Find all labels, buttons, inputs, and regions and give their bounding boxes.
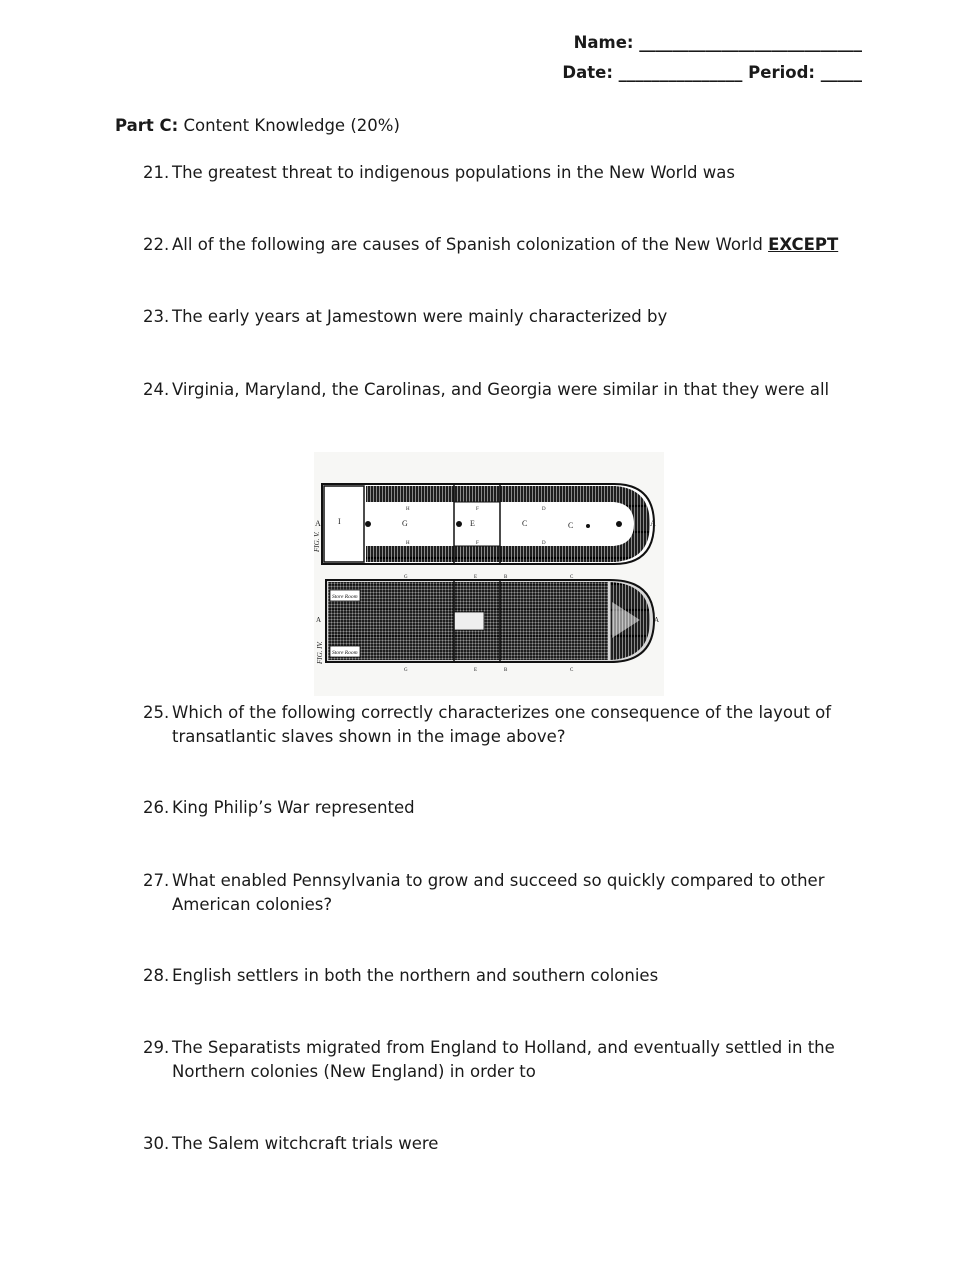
- letter: C: [570, 668, 574, 673]
- letter: B: [504, 575, 508, 580]
- ship-bottom: [326, 580, 654, 662]
- letter: E: [474, 668, 478, 673]
- question-text-wrap: [172, 233, 873, 257]
- ship-top: [322, 484, 654, 564]
- name-label: Name:: [573, 33, 634, 52]
- fig-bottom-label: FIG. IV.: [316, 641, 324, 664]
- question-number: 30.: [143, 1134, 170, 1153]
- question-29: [143, 1036, 873, 1084]
- letter: A: [316, 616, 322, 624]
- question-text: The greatest threat to indigenous populations in the New World was: [172, 163, 735, 182]
- question-number: 24.: [143, 380, 170, 399]
- question-30: [143, 1132, 873, 1156]
- question-26: [143, 796, 873, 820]
- question-22: [143, 233, 873, 257]
- question-number: 21.: [143, 163, 170, 182]
- question-number: 26.: [143, 798, 170, 817]
- store-room-top: Store Room: [332, 594, 358, 600]
- question-number: 27.: [143, 871, 170, 890]
- fig-top-label: FIG. V.: [313, 531, 321, 552]
- question-text: The Salem witchcraft trials were: [172, 1134, 439, 1153]
- question-21: [143, 161, 873, 185]
- question-text: Virginia, Maryland, the Carolinas, and Georgia were similar in that they were all: [172, 380, 830, 399]
- question-number: 25.: [143, 703, 170, 722]
- letter: D: [542, 541, 546, 546]
- question-number: 28.: [143, 966, 170, 985]
- slave-ship-diagram: [314, 452, 664, 696]
- question-28: [143, 964, 873, 988]
- slave-ship-image: [314, 452, 664, 696]
- letter: C: [568, 521, 574, 530]
- date-period-line: [562, 63, 862, 82]
- letter: H: [406, 507, 410, 512]
- period-label: Period:: [748, 63, 815, 82]
- letter: C: [522, 519, 528, 528]
- question-text: King Philip’s War represented: [172, 798, 415, 817]
- letter: F: [476, 541, 479, 546]
- question-number: 23.: [143, 307, 170, 326]
- letter: C: [570, 575, 574, 580]
- part-label: Part C:: [115, 116, 179, 135]
- letter: D: [542, 507, 546, 512]
- question-text: All of the following are causes of Spanish colonization of the New World: [172, 235, 763, 254]
- letter: G: [402, 519, 408, 528]
- letter: I: [338, 517, 341, 526]
- question-text: The Separatists migrated from England to Holland, and eventually settled in the Northern colonies (New England) in order to: [172, 1038, 835, 1081]
- question-number: 29.: [143, 1038, 170, 1057]
- date-blank[interactable]: _______________: [618, 63, 743, 82]
- store-room-bottom: Store Room: [332, 650, 358, 656]
- letter: H: [406, 541, 410, 546]
- question-number: 22.: [143, 235, 170, 254]
- letter: A: [650, 519, 656, 528]
- letter: E: [470, 519, 475, 528]
- question-text: Which of the following correctly characterizes one consequence of the layout of transatlantic slaves shown in the image above?: [172, 703, 832, 746]
- letter: F: [476, 507, 479, 512]
- letter: A: [315, 519, 321, 528]
- question-24: [143, 378, 873, 402]
- period-blank[interactable]: _____: [820, 63, 862, 82]
- letter: G: [404, 668, 408, 673]
- name-blank[interactable]: ___________________________: [639, 33, 862, 52]
- letter: E: [474, 575, 478, 580]
- letter: A: [654, 616, 660, 624]
- part-heading: [115, 116, 400, 135]
- question-25: [143, 701, 873, 749]
- except-emphasis: EXCEPT: [768, 235, 839, 254]
- question-27: [143, 869, 873, 917]
- question-text: English settlers in both the northern and southern colonies: [172, 966, 659, 985]
- date-label: Date:: [562, 63, 613, 82]
- question-text: What enabled Pennsylvania to grow and succeed so quickly compared to other American colonies?: [172, 871, 825, 914]
- question-text: The early years at Jamestown were mainly characterized by: [172, 307, 668, 326]
- question-23: [143, 305, 873, 329]
- part-title: Content Knowledge (20%): [183, 116, 400, 135]
- name-line: [574, 33, 862, 52]
- letter: G: [404, 575, 408, 580]
- letter: B: [504, 668, 508, 673]
